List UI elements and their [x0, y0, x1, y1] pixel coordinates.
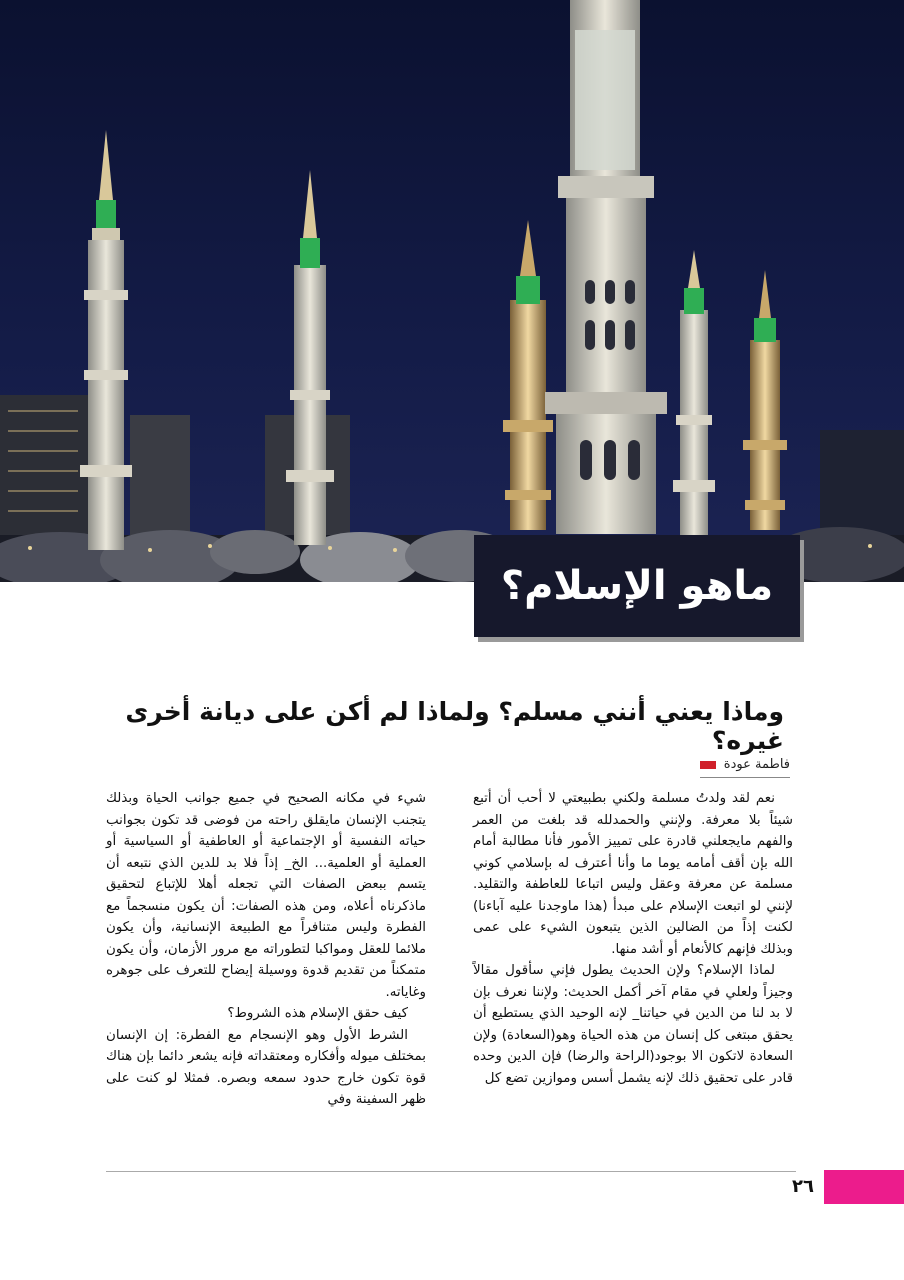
body-column-left: [106, 788, 426, 1111]
body-paragraph: شيء في مكانه الصحيح في جميع جوانب الحياة وبذلك يتجنب الإنسان مايقلق راحته من فوضى قد تكون بجوانب حياته النفسية أو الإجتماعية أو العاطفية أو السياسية أو العملية أو العلمية... الخ_ إذاً فلا بد للدين الذي نتبعه أن يتسم ببعض الصفات التي تجعله أهلا للإتباع لتحقيق ماذكرناه أعلاه، ومن هذه الصفات: أن يكون منسجماً مع الفطرة وليس متنافراً مع الطبيعة الإنسانية، وأن يكون ملائما للعقل ومواكبا لتطوراته مع مرور الأزمان، وأن يكون متمكناً من تقديم قدوة ووسيلة إيضاح للتعرف على جوهره وغاياته.: [106, 791, 426, 1000]
footer-divider: [106, 1171, 796, 1172]
mosque-minarets-night-photo: [0, 0, 904, 582]
body-paragraph: نعم لقد ولدتُ مسلمة ولكني بطبيعتي لا أحب أن أتبع شيئاً بلا معرفة. ولإنني والحمدلله قد بلغت من العمر والفهم مايجعلني قادرة على تمييز الأمور فأنا مطالبة أمام الله بإن أقف أمامه يوما ما وأنا أعترف له بإسلامي كوني مسلمة عن معرفة وعقل وليس اتباعا للعاطفة والتقليد. لإنني لو اتبعت الإسلام على مبدأ (هذا ماوجدنا عليه آباءنا) لكنت إذاً من الضالين الذين يتبعون الشيء على عمى وبذلك فإنهم كالأنعام أو أشد منها.: [473, 791, 793, 957]
article-title: ماهو الإسلام؟: [500, 563, 774, 609]
author-color-mark: [700, 761, 716, 769]
page-number: ٢٦: [792, 1176, 814, 1197]
body-column-right: [473, 788, 793, 1089]
body-paragraph: الشرط الأول وهو الإنسجام مع الفطرة: إن الإنسان بمختلف ميوله وأفكاره ومعتقداته فإنه يشعر دائما بإن هناك قوة تكون خارج حدود سمعه وبصره. فمثلا لو كنت على ظهر السفينة وفي: [105, 1027, 426, 1107]
hero-mosque-photo: [0, 0, 904, 582]
author-name: فاطمة عودة: [723, 757, 790, 772]
body-paragraph: لماذا الإسلام؟ ولإن الحديث يطول فإني سأقول مقالاً وجيزاً ولعلي في مقام آخر أكمل الحديث: ولإننا نعرف بإن لا بد لنا من الدين في حياتنا_ لإنه الوحيد الذي يستطيع أن يحقق مبتغى كل إنسان من هذه الحياة وهو(السعادة) ولإن السعادة لاتكون الا بوجود(الراحة والرضا) فإن الدين وحده قادر على تحقيق ذلك لإنه يشمل أسس وموازين تضع كل: [473, 963, 793, 1086]
article-subtitle: وماذا يعني أنني مسلم؟ ولماذا لم أكن على ديانة أخرى غيره؟: [125, 697, 784, 755]
author-byline: [700, 754, 790, 778]
body-question: كيف حقق الإسلام هذه الشروط؟: [227, 1006, 408, 1021]
page-color-bar: [824, 1170, 904, 1204]
article-title-box: [474, 535, 800, 637]
